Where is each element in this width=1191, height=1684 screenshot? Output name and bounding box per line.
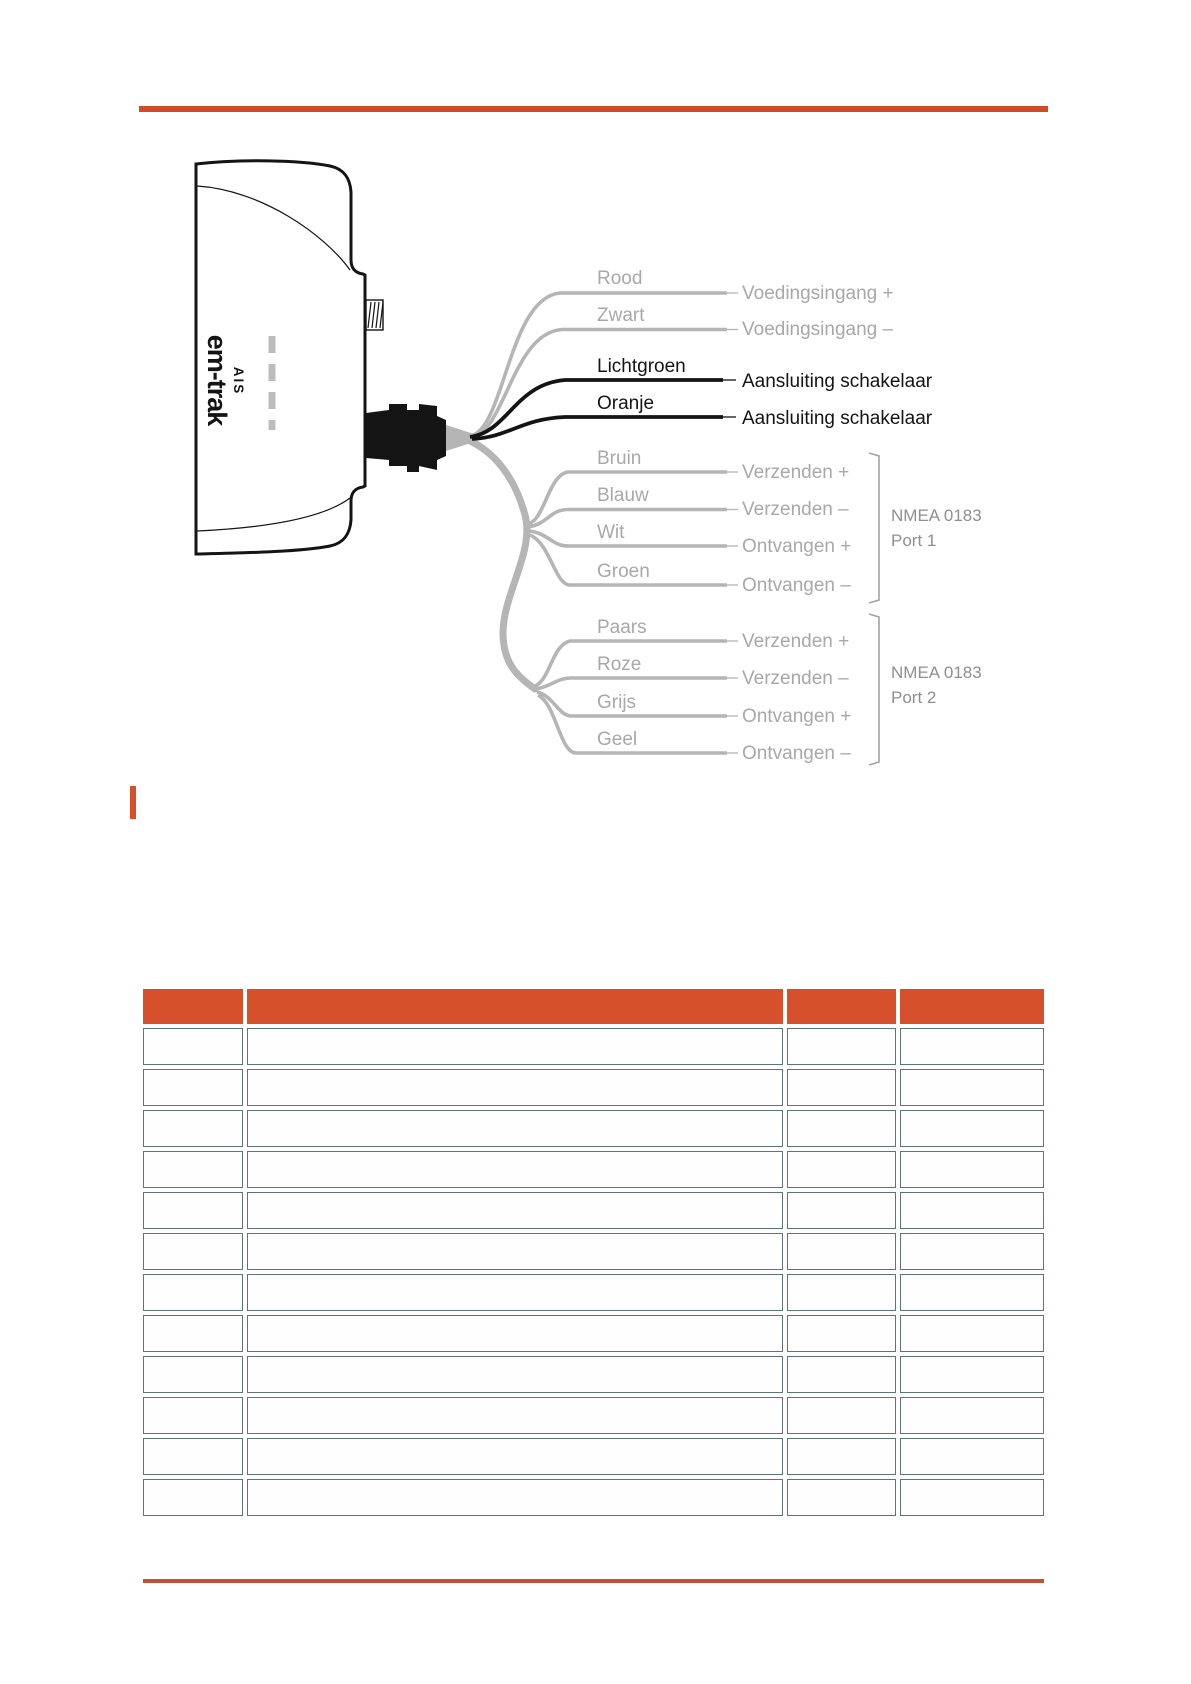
table-cell bbox=[143, 1151, 243, 1188]
nmea2-label-line2: Port 2 bbox=[891, 688, 937, 707]
wire-label-lichtgroen: Lichtgroen bbox=[597, 356, 686, 377]
table-cell bbox=[900, 1069, 1044, 1106]
wire-zwart bbox=[470, 330, 727, 439]
function-label-lichtgroen: Aansluiting schakelaar bbox=[742, 371, 933, 392]
table-cell bbox=[787, 1438, 896, 1475]
function-label-geel: Ontvangen – bbox=[742, 743, 851, 764]
table-cell bbox=[143, 1110, 243, 1147]
table-cell bbox=[143, 1315, 243, 1352]
table-header-cell bbox=[787, 989, 896, 1024]
table-cell bbox=[787, 1356, 896, 1393]
function-label-roze: Verzenden – bbox=[742, 668, 849, 689]
table-cell bbox=[247, 1110, 783, 1147]
table-header-cell bbox=[247, 989, 783, 1024]
wire-label-grijs: Grijs bbox=[597, 692, 637, 713]
table-row bbox=[143, 1479, 1044, 1516]
table-cell bbox=[787, 1479, 896, 1516]
nmea1-bracket bbox=[869, 453, 879, 603]
antenna-connector-icon bbox=[366, 300, 383, 330]
wire-label-wit: Wit bbox=[597, 522, 625, 543]
table-cell bbox=[247, 1192, 783, 1229]
table-cell bbox=[247, 1069, 783, 1106]
function-label-grijs: Ontvangen + bbox=[742, 706, 852, 727]
wire-label-paars: Paars bbox=[597, 617, 647, 638]
table-cell bbox=[787, 1233, 896, 1270]
wire-wit bbox=[529, 531, 727, 546]
table-cell bbox=[900, 1192, 1044, 1229]
function-label-paars: Verzenden + bbox=[742, 631, 850, 652]
table-cell bbox=[143, 1356, 243, 1393]
table-cell bbox=[143, 1233, 243, 1270]
wiring-diagram bbox=[0, 0, 1191, 800]
table-cell bbox=[900, 1438, 1044, 1475]
wire-label-bruin: Bruin bbox=[597, 448, 642, 469]
section-heading-accent-bar bbox=[130, 786, 136, 819]
table-row bbox=[143, 1192, 1044, 1229]
wire-label-oranje: Oranje bbox=[597, 393, 655, 414]
table-cell bbox=[247, 1397, 783, 1434]
device-drawing bbox=[196, 161, 474, 554]
nmea2-bracket bbox=[869, 614, 879, 765]
table-cell bbox=[247, 1315, 783, 1352]
function-label-zwart: Voedingsingang – bbox=[742, 319, 894, 340]
function-label-bruin: Verzenden + bbox=[742, 462, 850, 483]
wire-oranje bbox=[472, 417, 723, 439]
wire-label-geel: Geel bbox=[597, 729, 638, 750]
nmea2-label-line1: NMEA 0183 bbox=[891, 663, 982, 682]
table-body bbox=[143, 1028, 1044, 1516]
function-label-blauw: Verzenden – bbox=[742, 499, 849, 520]
wire-label-groen: Groen bbox=[597, 561, 650, 582]
table-cell bbox=[143, 1274, 243, 1311]
bottom-divider-rule bbox=[143, 1579, 1044, 1583]
wire-label-roze: Roze bbox=[597, 654, 642, 675]
table-cell bbox=[900, 1479, 1044, 1516]
table-cell bbox=[247, 1028, 783, 1065]
table-cell bbox=[247, 1356, 783, 1393]
table-row bbox=[143, 1151, 1044, 1188]
table-row bbox=[143, 1069, 1044, 1106]
table-cell bbox=[143, 1479, 243, 1516]
wire-roze bbox=[536, 678, 727, 689]
table-cell bbox=[143, 1438, 243, 1475]
table-row bbox=[143, 1397, 1044, 1434]
function-label-wit: Ontvangen + bbox=[742, 536, 852, 557]
wire-label-blauw: Blauw bbox=[597, 485, 649, 506]
wire-specification-table bbox=[139, 985, 1048, 1520]
cable-connector bbox=[366, 404, 446, 472]
table-cell bbox=[143, 1069, 243, 1106]
wire-blauw bbox=[528, 510, 727, 528]
device-brand-logo: em-trak bbox=[202, 334, 232, 426]
table-cell bbox=[900, 1274, 1044, 1311]
table-row bbox=[143, 1110, 1044, 1147]
table-cell bbox=[900, 1110, 1044, 1147]
table-cell bbox=[787, 1397, 896, 1434]
table-cell bbox=[787, 1069, 896, 1106]
table-row bbox=[143, 1028, 1044, 1065]
table-cell bbox=[247, 1479, 783, 1516]
wire-label-zwart: Zwart bbox=[597, 305, 645, 326]
table-cell bbox=[787, 1110, 896, 1147]
table-cell bbox=[900, 1233, 1044, 1270]
table-cell bbox=[787, 1151, 896, 1188]
table-cell bbox=[900, 1151, 1044, 1188]
table-cell bbox=[143, 1028, 243, 1065]
nmea1-label-line1: NMEA 0183 bbox=[891, 506, 982, 525]
device-model-label: AIS bbox=[231, 366, 246, 396]
table-cell bbox=[900, 1397, 1044, 1434]
nmea1-label-line2: Port 1 bbox=[891, 531, 937, 550]
table-cell bbox=[787, 1192, 896, 1229]
table-header-cell bbox=[143, 989, 243, 1024]
table-header-cell bbox=[900, 989, 1044, 1024]
table-cell bbox=[247, 1438, 783, 1475]
wire-label-rood: Rood bbox=[597, 268, 643, 289]
table-cell bbox=[900, 1028, 1044, 1065]
table-cell bbox=[787, 1028, 896, 1065]
table-cell bbox=[143, 1397, 243, 1434]
table-cell bbox=[787, 1315, 896, 1352]
table-header-row bbox=[143, 989, 1044, 1024]
table-cell bbox=[143, 1192, 243, 1229]
table-row bbox=[143, 1274, 1044, 1311]
table-cell bbox=[247, 1274, 783, 1311]
table-cell bbox=[247, 1233, 783, 1270]
function-label-oranje: Aansluiting schakelaar bbox=[742, 408, 933, 429]
table-row bbox=[143, 1315, 1044, 1352]
table-row bbox=[143, 1233, 1044, 1270]
table-cell bbox=[900, 1315, 1044, 1352]
table-row bbox=[143, 1438, 1044, 1475]
function-label-groen: Ontvangen – bbox=[742, 575, 851, 596]
function-label-rood: Voedingsingang + bbox=[742, 283, 894, 304]
table-cell bbox=[900, 1356, 1044, 1393]
table-cell bbox=[247, 1151, 783, 1188]
table-cell bbox=[787, 1274, 896, 1311]
table-row bbox=[143, 1356, 1044, 1393]
main-cable bbox=[468, 440, 535, 689]
